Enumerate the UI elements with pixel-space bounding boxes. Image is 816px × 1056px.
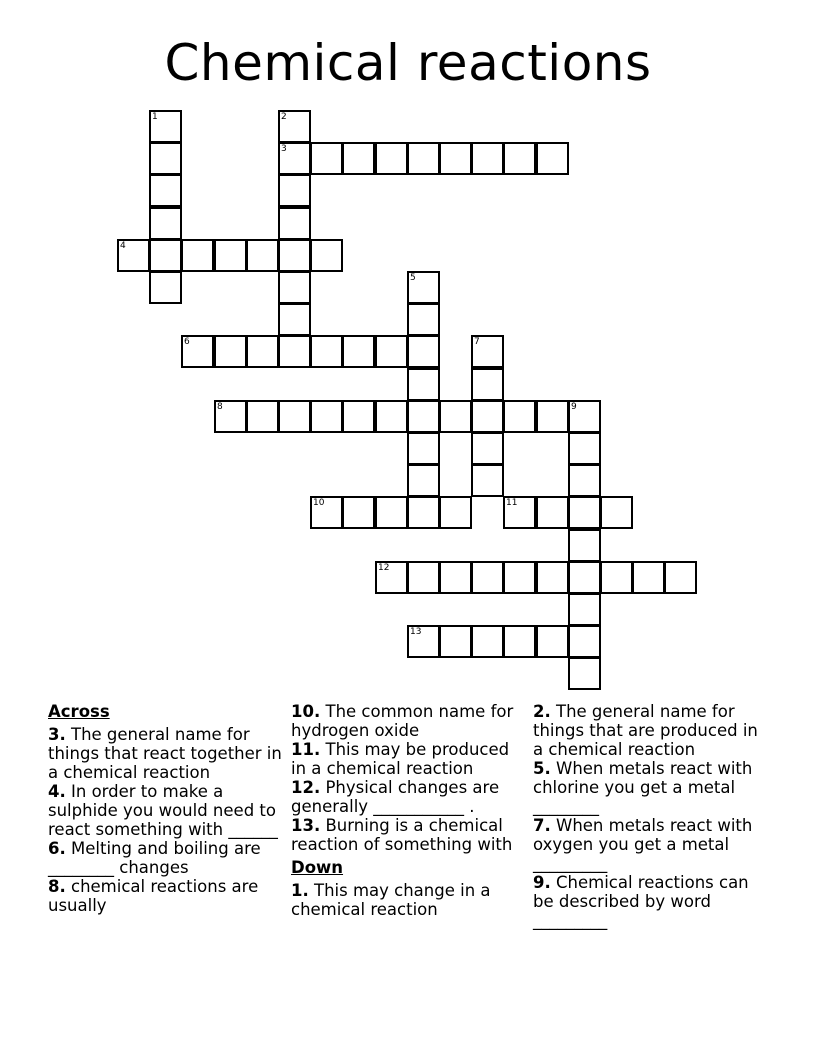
clue-text: This may change in a chemical reaction xyxy=(291,881,491,919)
grid-cell[interactable] xyxy=(632,561,665,594)
grid-cell[interactable] xyxy=(471,561,504,594)
grid-cell[interactable] xyxy=(278,142,311,175)
clue-across-4 xyxy=(48,782,286,839)
grid-cell[interactable] xyxy=(471,432,504,465)
clue-number: 8. xyxy=(48,877,66,896)
grid-cell[interactable] xyxy=(278,271,311,304)
across-heading: Across xyxy=(48,702,110,721)
clue-number: 11. xyxy=(291,740,321,759)
grid-cell[interactable] xyxy=(407,400,440,433)
clue-across-11 xyxy=(291,740,529,778)
clue-number: 6. xyxy=(48,839,66,858)
clue-number: 2. xyxy=(533,702,551,721)
clue-text: Burning is a chemical reaction of something with xyxy=(291,816,513,854)
grid-cell[interactable] xyxy=(407,335,440,368)
grid-cell[interactable] xyxy=(503,142,536,175)
clue-number: 12. xyxy=(291,778,321,797)
grid-cell[interactable] xyxy=(407,271,440,304)
grid-cell[interactable] xyxy=(536,496,569,529)
clue-text: In order to make a sulphide you would need to react something with ______ xyxy=(48,782,278,839)
cell-number: 1 xyxy=(152,112,158,122)
cell-number: 12 xyxy=(378,563,390,573)
clues-column-2 xyxy=(291,702,529,919)
grid-cell[interactable] xyxy=(407,561,440,594)
clue-number: 7. xyxy=(533,816,551,835)
grid-cell[interactable] xyxy=(439,142,472,175)
grid-cell[interactable] xyxy=(342,335,375,368)
grid-cell[interactable] xyxy=(536,625,569,658)
grid-cell[interactable] xyxy=(439,561,472,594)
grid-cell[interactable] xyxy=(407,142,440,175)
grid-cell[interactable] xyxy=(407,625,440,658)
grid-cell[interactable] xyxy=(568,657,601,690)
grid-cell[interactable] xyxy=(600,496,633,529)
clue-text: This may be produced in a chemical reaction xyxy=(291,740,510,778)
clue-text: When metals react with chlorine you get a metal ________ xyxy=(533,759,753,816)
grid-cell[interactable] xyxy=(568,400,601,433)
grid-cell[interactable] xyxy=(214,400,247,433)
clue-down-2 xyxy=(533,702,771,759)
grid-cell[interactable] xyxy=(375,561,408,594)
clues-column-3 xyxy=(533,702,771,930)
grid-cell[interactable] xyxy=(117,239,150,272)
grid-cell[interactable] xyxy=(246,335,279,368)
grid-cell[interactable] xyxy=(439,625,472,658)
grid-cell[interactable] xyxy=(600,561,633,594)
grid-cell[interactable] xyxy=(310,239,343,272)
grid-cell[interactable] xyxy=(278,303,311,336)
grid-cell[interactable] xyxy=(407,303,440,336)
grid-cell[interactable] xyxy=(310,335,343,368)
grid-cell[interactable] xyxy=(503,561,536,594)
grid-cell[interactable] xyxy=(310,400,343,433)
grid-cell[interactable] xyxy=(407,496,440,529)
grid-cell[interactable] xyxy=(536,142,569,175)
grid-cell[interactable] xyxy=(407,464,440,497)
grid-cell[interactable] xyxy=(278,174,311,207)
clue-text: Melting and boiling are ________ changes xyxy=(48,839,261,877)
grid-cell[interactable] xyxy=(310,496,343,529)
grid-cell[interactable] xyxy=(342,496,375,529)
clue-number: 4. xyxy=(48,782,66,801)
grid-cell[interactable] xyxy=(664,561,697,594)
clue-number: 5. xyxy=(533,759,551,778)
clue-across-3 xyxy=(48,725,286,782)
grid-cell[interactable] xyxy=(278,239,311,272)
clue-number: 3. xyxy=(48,725,66,744)
cell-number: 3 xyxy=(281,144,287,154)
grid-cell[interactable] xyxy=(375,400,408,433)
clue-text: When metals react with oxygen you get a metal _________ xyxy=(533,816,753,873)
cell-number: 8 xyxy=(217,402,223,412)
grid-cell[interactable] xyxy=(471,335,504,368)
cell-number: 6 xyxy=(184,337,190,347)
cell-number: 13 xyxy=(410,627,422,637)
grid-cell[interactable] xyxy=(149,207,182,240)
cell-number: 5 xyxy=(410,273,416,283)
grid-cell[interactable] xyxy=(471,368,504,401)
grid-cell[interactable] xyxy=(568,464,601,497)
clue-text: The common name for hydrogen oxide xyxy=(291,702,514,740)
down-heading: Down xyxy=(291,858,344,877)
grid-cell[interactable] xyxy=(568,593,601,626)
grid-cell[interactable] xyxy=(278,335,311,368)
grid-cell[interactable] xyxy=(439,400,472,433)
grid-cell[interactable] xyxy=(439,496,472,529)
grid-cell[interactable] xyxy=(246,239,279,272)
clue-text: The general name for things that react together in a chemical reaction xyxy=(48,725,282,782)
clue-down-1 xyxy=(291,881,529,919)
grid-cell[interactable] xyxy=(278,110,311,143)
grid-cell[interactable] xyxy=(536,561,569,594)
cell-number: 10 xyxy=(313,498,325,508)
clue-down-7 xyxy=(533,816,771,873)
clue-text: chemical reactions are usually xyxy=(48,877,259,915)
clue-across-12 xyxy=(291,778,529,816)
grid-cell[interactable] xyxy=(375,496,408,529)
grid-cell[interactable] xyxy=(342,142,375,175)
grid-cell[interactable] xyxy=(149,110,182,143)
grid-cell[interactable] xyxy=(503,625,536,658)
clue-text: Physical changes are generally ___________ . xyxy=(291,778,500,816)
clue-text: The general name for things that are produced in a chemical reaction xyxy=(533,702,758,759)
grid-cell[interactable] xyxy=(342,400,375,433)
grid-cell[interactable] xyxy=(568,432,601,465)
grid-cell[interactable] xyxy=(181,335,214,368)
clue-down-9 xyxy=(533,873,771,930)
grid-cell[interactable] xyxy=(149,239,182,272)
cell-number: 4 xyxy=(120,241,126,251)
grid-cell[interactable] xyxy=(214,239,247,272)
clue-number: 10. xyxy=(291,702,321,721)
grid-cell[interactable] xyxy=(471,400,504,433)
grid-cell[interactable] xyxy=(149,142,182,175)
page-title: Chemical reactions xyxy=(164,34,652,92)
grid-cell[interactable] xyxy=(503,400,536,433)
grid-cell[interactable] xyxy=(503,496,536,529)
clue-across-6 xyxy=(48,839,286,877)
cell-number: 11 xyxy=(506,498,518,508)
grid-cell[interactable] xyxy=(568,561,601,594)
grid-cell[interactable] xyxy=(375,335,408,368)
grid-cell[interactable] xyxy=(246,400,279,433)
clue-number: 9. xyxy=(533,873,551,892)
grid-cell[interactable] xyxy=(568,529,601,562)
grid-cell[interactable] xyxy=(214,335,247,368)
grid-cell[interactable] xyxy=(471,625,504,658)
grid-cell[interactable] xyxy=(375,142,408,175)
grid-cell[interactable] xyxy=(407,432,440,465)
cell-number: 2 xyxy=(281,112,287,122)
clue-across-8 xyxy=(48,877,286,915)
grid-cell[interactable] xyxy=(568,496,601,529)
clue-down-5 xyxy=(533,759,771,816)
grid-cell[interactable] xyxy=(407,368,440,401)
grid-cell[interactable] xyxy=(471,464,504,497)
cell-number: 7 xyxy=(474,337,480,347)
grid-cell[interactable] xyxy=(310,142,343,175)
cell-number: 9 xyxy=(571,402,577,412)
clues-column-1 xyxy=(48,702,286,915)
grid-cell[interactable] xyxy=(536,400,569,433)
grid-cell[interactable] xyxy=(278,400,311,433)
grid-cell[interactable] xyxy=(149,271,182,304)
clue-across-13 xyxy=(291,816,529,854)
clue-text: Chemical reactions can be described by word _________ xyxy=(533,873,749,930)
clue-across-10 xyxy=(291,702,529,740)
grid-cell[interactable] xyxy=(278,207,311,240)
grid-cell[interactable] xyxy=(181,239,214,272)
grid-cell[interactable] xyxy=(149,174,182,207)
grid-cell[interactable] xyxy=(568,625,601,658)
clue-number: 1. xyxy=(291,881,309,900)
grid-cell[interactable] xyxy=(471,142,504,175)
clue-number: 13. xyxy=(291,816,321,835)
